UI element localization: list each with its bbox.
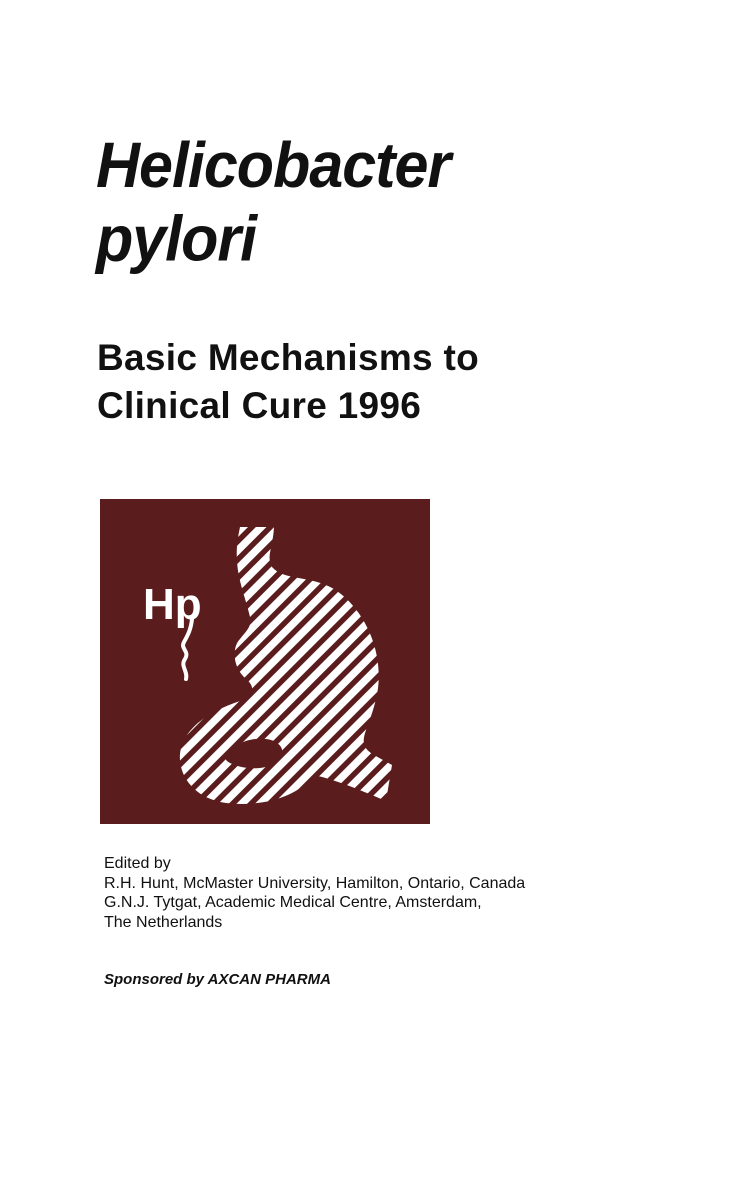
hp-logo bbox=[100, 499, 430, 824]
sponsor-line: Sponsored by AXCAN PHARMA bbox=[104, 971, 331, 988]
subtitle-line-1: Basic Mechanisms to bbox=[97, 337, 480, 378]
book-title bbox=[96, 128, 450, 275]
editor-line: R.H. Hunt, McMaster University, Hamilton, Ontario, Canada bbox=[104, 874, 526, 892]
edited-by-label: Edited by bbox=[104, 855, 171, 872]
editor-line: G.N.J. Tytgat, Academic Medical Centre, Amsterdam, bbox=[104, 894, 482, 911]
subtitle-line-2: Clinical Cure 1996 bbox=[97, 385, 422, 426]
logo-hp-text: Hp bbox=[143, 580, 202, 629]
editors-block bbox=[104, 854, 525, 932]
book-subtitle bbox=[97, 334, 479, 430]
editor-line: The Netherlands bbox=[104, 913, 223, 931]
title-line-2: pylori bbox=[96, 202, 257, 274]
title-line-1: Helicobacter bbox=[96, 129, 451, 201]
